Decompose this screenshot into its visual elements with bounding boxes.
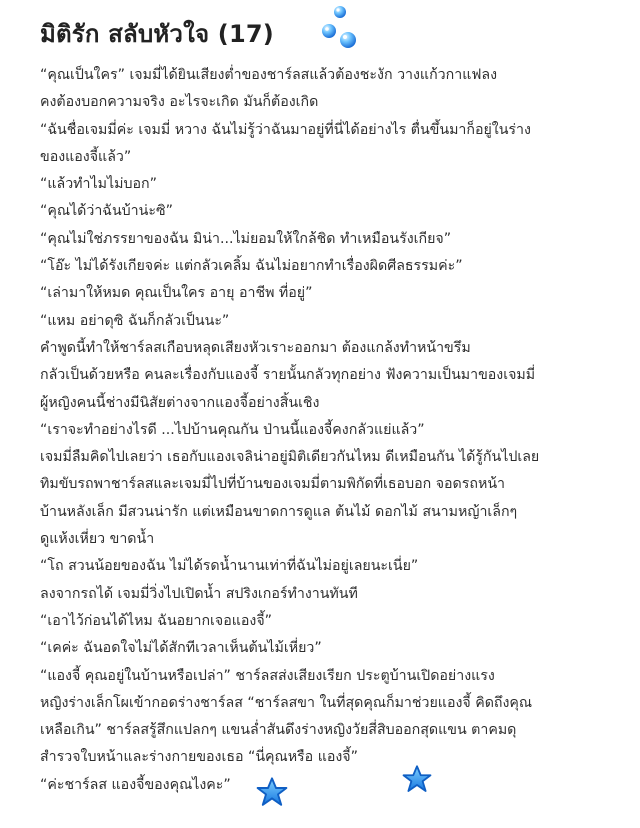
story-text — [40, 62, 630, 799]
text-line: “ค่ะชาร์ลส แองจี้ของคุณไงคะ” — [40, 776, 231, 793]
text-line: เหลือเกิน” ชาร์ลสรู้สึกแปลกๆ แขนล่ำสันดึงร่างหญิงวัยสี่สิบออกสุดแขน ตาคมดุ — [40, 722, 517, 739]
text-line: ของแองจี้แล้ว” — [40, 148, 132, 165]
text-line: “เคค่ะ ฉันอดใจไม่ได้สักทีเวลาเห็นต้นไม้เหี่ยว” — [40, 640, 322, 657]
text-line: “เอาไว้ก่อนได้ไหม ฉันอยากเจอแองจี้” — [40, 612, 272, 629]
text-line: “คุณได้ว่าฉันบ้าน่ะซิ” — [40, 203, 173, 220]
star-icon — [256, 776, 288, 808]
text-line: ทิมขับรถพาชาร์ลสและเจมมี่ไปที่บ้านของเจมมี่ตามพิกัดที่เธอบอก จอดรถหน้า — [40, 476, 505, 493]
water-bubbles-icon — [318, 4, 362, 52]
text-line: ลงจากรถได้ เจมมี่วิ่งไปเปิดน้ำ สปริงเกอร์ทำงานทันที — [40, 585, 358, 602]
page-title: มิติรัก สลับหัวใจ (17) — [40, 20, 274, 48]
text-line: “แล้วทำไมไม่บอก” — [40, 176, 157, 193]
text-line: หญิงร่างเล็กโผเข้ากอดร่างชาร์ลส “ชาร์ลสขา ในที่สุดคุณก็มาช่วยแองจี้ คิดถึงคุณ — [40, 694, 533, 711]
text-line: ผู้หญิงคนนี้ช่างมีนิสัยต่างจากแองจี้อย่างสิ้นเชิง — [40, 394, 320, 411]
text-line: “แองจี้ คุณอยู่ในบ้านหรือเปล่า” ชาร์ลสส่งเสียงเรียก ประตูบ้านเปิดอย่างแรง — [40, 667, 495, 684]
text-line: “เราจะทำอย่างไรดี ...ไปบ้านคุณกัน ป่านนี้แองจี้คงกลัวแย่แล้ว” — [40, 421, 425, 438]
star-icon — [402, 764, 432, 794]
text-line: ดูแห้งเหี่ยว ขาดน้ำ — [40, 531, 155, 548]
text-line: คำพูดนี้ทำให้ชาร์ลสเกือบหลุดเสียงหัวเราะออกมา ต้องแกล้งทำหน้าขรึม — [40, 339, 471, 356]
text-line: “โถ สวนน้อยของฉัน ไม่ได้รดน้ำนานเท่าที่ฉันไม่อยู่เลยนะเนี่ย” — [40, 558, 419, 575]
text-line: “คุณไม่ใช่ภรรยาของฉัน มิน่า...ไม่ยอมให้ใกล้ชิด ทำเหมือนรังเกียจ” — [40, 230, 452, 247]
text-line: “ฉันชื่อเจมมี่ค่ะ เจมมี่ หวาง ฉันไม่รู้ว่าฉันมาอยู่ที่นี่ได้อย่างไร ตื่นขึ้นมาก็อยู่ในร่าง — [40, 121, 531, 138]
text-line: กลัวเป็นด้วยหรือ คนละเรื่องกับแองจี้ รายนั้นกลัวทุกอย่าง ฟังความเป็นมาของเจมมี่ — [40, 367, 536, 384]
text-line: “คุณเป็นใคร” เจมมี่ได้ยินเสียงต่ำของชาร์ลสแล้วต้องชะงัก วางแก้วกาแฟลง — [40, 67, 497, 83]
text-line: “เล่ามาให้หมด คุณเป็นใคร อายุ อาชีพ ที่อยู่” — [40, 285, 313, 302]
text-line: “แหม อย่าดุซิ ฉันก็กลัวเป็นนะ” — [40, 312, 230, 329]
text-line: “โอ๊ะ ไม่ได้รังเกียจค่ะ แต่กลัวเคลิ้ม ฉันไม่อยากทำเรื่องผิดศีลธรรมค่ะ” — [40, 258, 463, 275]
text-line: เจมมี่ลืมคิดไปเลยว่า เธอกับแองเจลิน่าอยู่มิติเดียวกันไหม ดีเหมือนกัน ได้รู้กันไปเลย — [40, 449, 540, 466]
text-line: สำรวจใบหน้าและร่างกายของเธอ “นี่คุณหรือ แองจี้” — [40, 749, 358, 766]
text-line: คงต้องบอกความจริง อะไรจะเกิด มันก็ต้องเกิด — [40, 94, 319, 111]
text-line: บ้านหลังเล็ก มีสวนน่ารัก แต่เหมือนขาดการดูแล ต้นไม้ ดอกไม้ สนามหญ้าเล็กๆ — [40, 503, 518, 520]
